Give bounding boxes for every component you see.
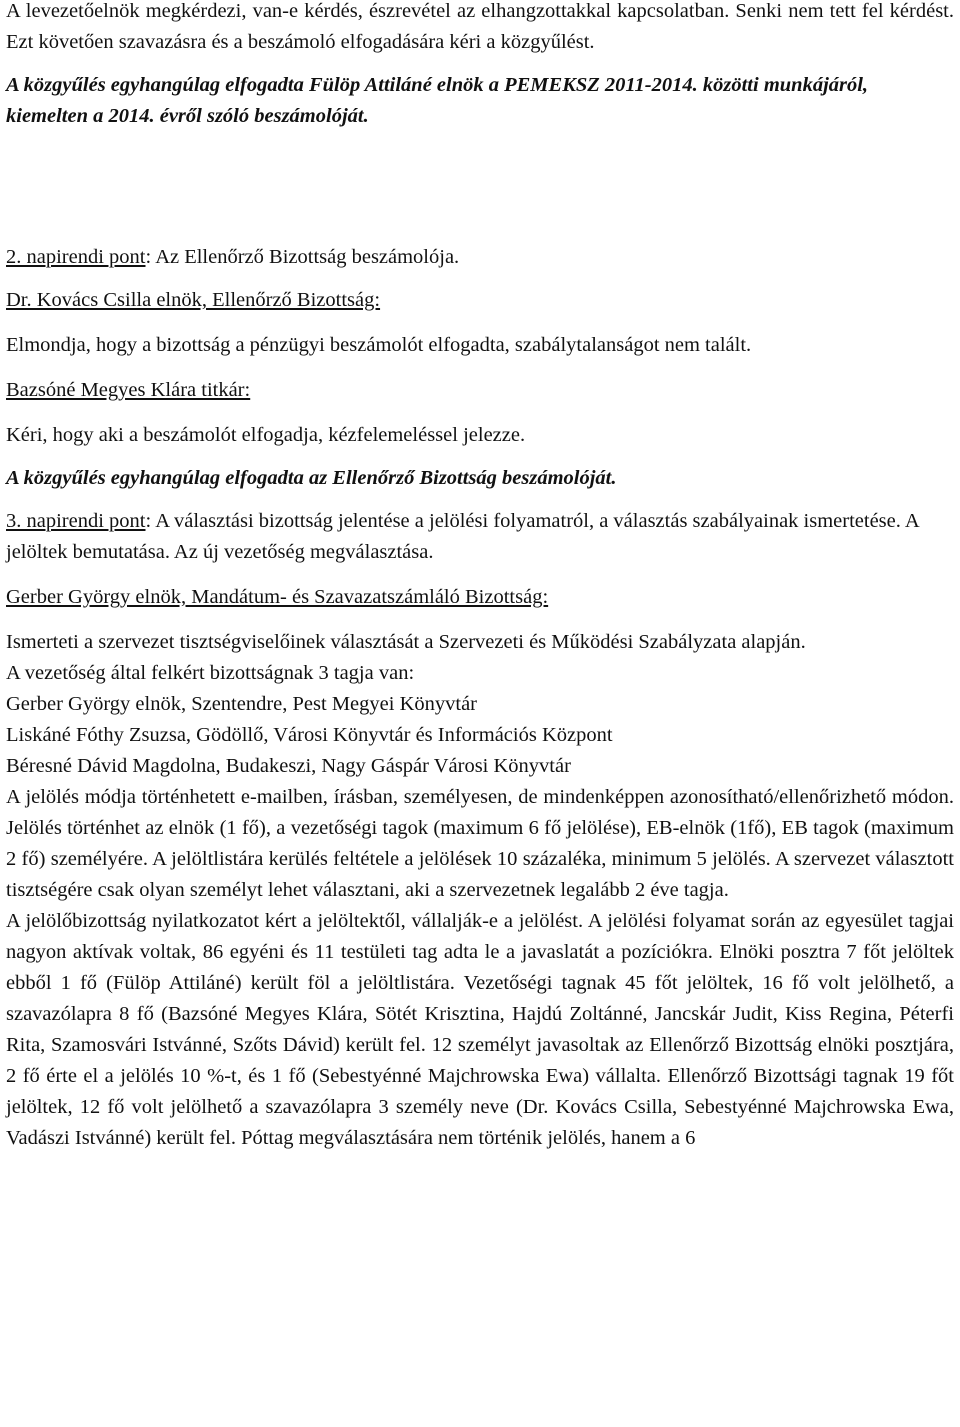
speaker-3-name: Gerber György elnök, Mandátum- és Szavazatszámláló Bizottság:: [6, 586, 549, 608]
committee-member: Béresné Dávid Magdolna, Budakeszi, Nagy Gáspár Városi Könyvtár: [6, 755, 571, 777]
agenda-item-2: [6, 242, 954, 273]
resolution-paragraph-2: A közgyűlés egyhangúlag elfogadta az Ellenőrző Bizottság beszámolóját.: [6, 467, 617, 489]
committee-member: Gerber György elnök, Szentendre, Pest Megyei Könyvtár: [6, 693, 477, 715]
speaker-1-text: Elmondja, hogy a bizottság a pénzügyi beszámolót elfogadta, szabálytalanságot nem talált.: [6, 334, 752, 356]
committee-intro: A vezetőség által felkért bizottságnak 3 tagja van:: [6, 662, 415, 684]
agenda-item-3: [6, 506, 954, 568]
speaker-2-name: Bazsóné Megyes Klára titkár:: [6, 379, 251, 401]
speaker-2-text: Kéri, hogy aki a beszámolót elfogadja, kézfelemeléssel jelezze.: [6, 424, 526, 446]
intro-paragraph: A levezetőelnök megkérdezi, van-e kérdés, észrevétel az elhangzottakkal kapcsolatban. Senki nem tett fel kérdést. Ezt követően szavazásra és a beszámoló elfogadására kéri a közgyűlést.: [6, 0, 954, 53]
nomination-rules-paragraph: A jelölés módja történhetett e-mailben, írásban, személyesen, de mindenképpen azonosítható/ellenőrizhető módon. Jelölés történhet az elnök (1 fő), a vezetőségi tagok (maximum 6 fő jelölése), EB-elnök (1fő), EB tagok (maximum 2 fő) személyére. A jelöltlistára kerülés feltétele a jelölések 10 százaléka, minimum 5 jelölés. A szervezet választott tisztségére csak olyan személyt lehet választani, aki a szervezetnek legalább 2 éve tagja.: [6, 786, 954, 901]
nomination-process-paragraph: A jelölőbizottság nyilatkozatot kért a jelöltektől, vállalják-e a jelölést. A jelölési folyamat során az egyesület tagjai nagyon aktívak voltak, 86 egyéni és 11 testületi tag adta le a javaslatát a pozíciókra. Elnöki posztra 7 főt jelöltek ebből 1 fő (Fülöp Attiláné) került föl a jelöltlistára. Vezetőségi tagnak 45 főt jelöltek, 16 fő volt jelölhető, a szavazólapra 8 fő (Bazsóné Megyes Klára, Sötét Krisztina, Hajdú Zoltánné, Jancskár Judit, Kiss Regina, Péterfi Rita, Szamosvári Istvánné, Szőts Dávid) került fel. 12 személyt javasoltak az Ellenőrző Bizottság elnöki posztjára, 2 fő érte el a jelölés 10 %-t, és 1 fő (Sebestyénné Majchrowska Ewa) vállalta. Ellenőrző Bizottsági tagnak 19 főt jelöltek, 12 fő volt jelölhető a szavazólapra 3 személy neve (Dr. Kovács Csilla, Sebestyénné Majchrowska Ewa, Vadászi Istvánné) került fel. Póttag megválasztására nem történik jelölés, hanem a 6: [6, 910, 954, 1149]
speaker-1-name: Dr. Kovács Csilla elnök, Ellenőrző Bizottság:: [6, 289, 381, 311]
agenda-item-2-title: : Az Ellenőrző Bizottság beszámolója.: [145, 246, 460, 268]
speaker-3-text: Ismerteti a szervezet tisztségviselőinek választását a Szervezeti és Működési Szabályzata alapján.: [6, 631, 806, 653]
document-page: [6, 0, 954, 1154]
agenda-item-3-title: : A választási bizottság jelentése a jelölési folyamatról, a választás szabályainak ismertetése. A jelöltek bemutatása. Az új vezetőség megválasztása.: [6, 510, 919, 563]
resolution-paragraph-1: A közgyűlés egyhangúlag elfogadta Fülöp Attiláné elnök a PEMEKSZ 2011-2014. közötti munkájáról, kiemelten a 2014. évről szóló beszámolóját.: [6, 74, 869, 127]
committee-member: Liskáné Fóthy Zsuzsa, Gödöllő, Városi Könyvtár és Információs Központ: [6, 724, 613, 746]
agenda-item-3-label: 3. napirendi pont: [6, 510, 146, 532]
agenda-item-2-label: 2. napirendi pont: [6, 246, 146, 268]
